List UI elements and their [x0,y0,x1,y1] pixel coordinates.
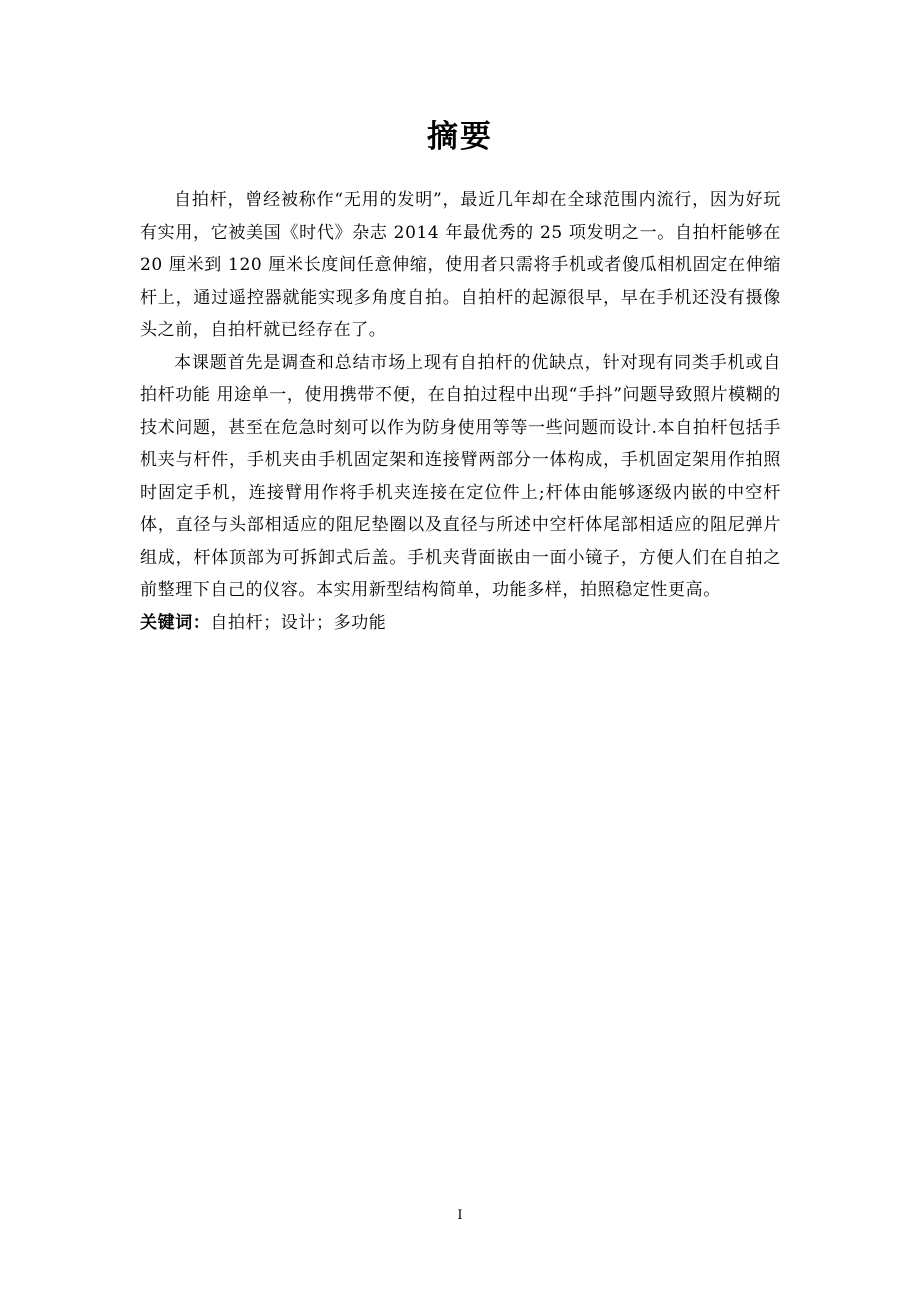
abstract-paragraph-1: 自拍杆，曾经被称作“无用的发明”，最近几年却在全球范围内流行，因为好玩有实用，它被美国《时代》杂志 2014 年最优秀的 25 项发明之一。自拍杆能够在 20 厘米到 120 厘米长度间任意伸缩，使用者只需将手机或者傻瓜相机固定在伸缩杆上，通过遥控器就能实现多角度自拍。自拍杆的起源很早，早在手机还没有摄像头之前，自拍杆就已经存在了。 [140,190,781,340]
page-title: 摘要 [427,119,493,155]
page-number: I [457,1208,463,1223]
keywords-label: 关键词： [140,612,211,633]
keywords-value: 自拍杆；设计；多功能 [210,612,387,633]
abstract-body [140,184,781,639]
abstract-paragraph-2: 本课题首先是调查和总结市场上现有自拍杆的优缺点，针对现有同类手机或自拍杆功能 用途单一，使用携带不便，在自拍过程中出现“手抖”问题导致照片模糊的技术问题，甚至在危急时刻可以作为防身使用等等一些问题而设计.本自拍杆包括手机夹与杆件，手机夹由手机固定架和连接臂两部分一体构成，手机固定架用作拍照时固定手机，连接臂用作将手机夹连接在定位件上;杆体由能够逐级内嵌的中空杆体，直径与头部相适应的阻尼垫圈以及直径与所述中空杆体尾部相适应的阻尼弹片组成，杆体顶部为可拆卸式后盖。手机夹背面嵌由一面小镜子，方便人们在自拍之前整理下自己的仪容。本实用新型结构简单，功能多样，拍照稳定性更高。 [140,352,781,600]
keywords-line [140,607,781,640]
